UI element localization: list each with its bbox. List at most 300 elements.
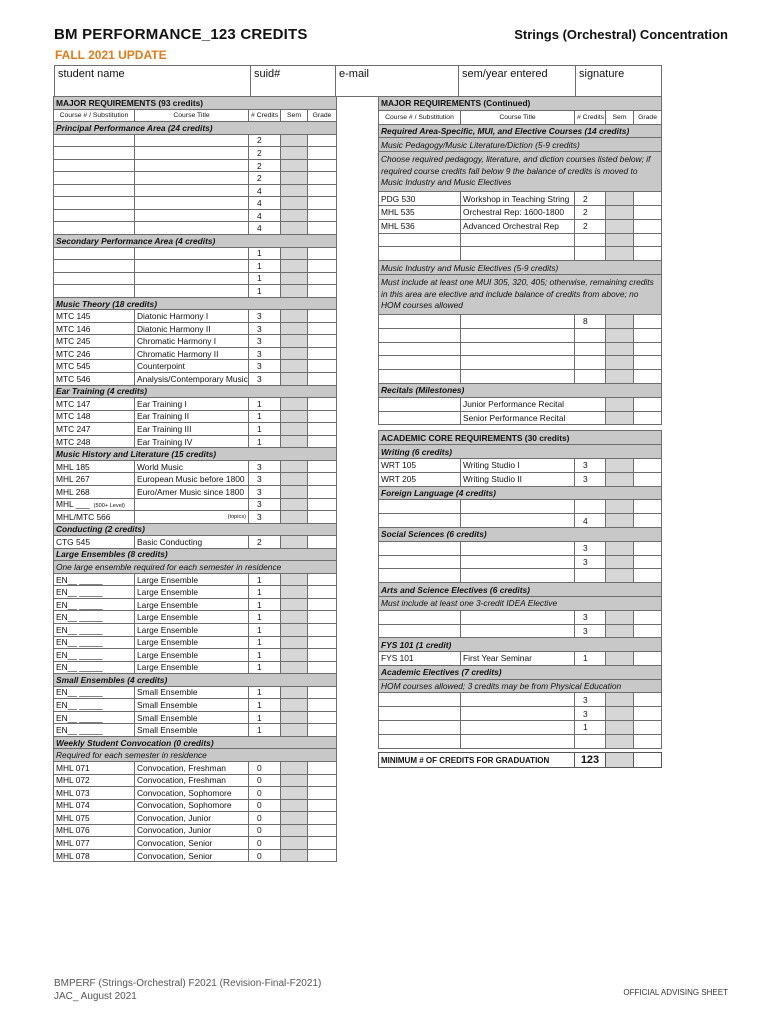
sem-cell[interactable] bbox=[606, 328, 634, 342]
sem-cell[interactable] bbox=[606, 458, 634, 472]
sem-cell[interactable] bbox=[606, 500, 634, 514]
grade-cell[interactable] bbox=[308, 611, 337, 624]
course-title: Analysis/Contemporary Music bbox=[135, 373, 249, 386]
course-title: Large Ensemble bbox=[135, 649, 249, 662]
credits-value: 1 bbox=[249, 586, 281, 599]
grade-cell[interactable] bbox=[308, 473, 337, 486]
grade-cell[interactable] bbox=[308, 837, 337, 850]
history-row bbox=[54, 460, 337, 473]
sem-cell[interactable] bbox=[606, 569, 634, 583]
sem-cell[interactable] bbox=[281, 335, 308, 348]
course-title[interactable] bbox=[135, 511, 249, 524]
grade-cell[interactable] bbox=[634, 569, 662, 583]
course-title: First Year Seminar bbox=[461, 652, 575, 666]
col-credits-header: # Credits bbox=[249, 109, 281, 122]
sem-cell[interactable] bbox=[281, 373, 308, 386]
fys-label-row bbox=[379, 638, 662, 652]
grade-cell[interactable] bbox=[308, 423, 337, 436]
sem-cell[interactable] bbox=[281, 398, 308, 411]
course-title[interactable] bbox=[135, 260, 249, 273]
academic-core-header: ACADEMIC CORE REQUIREMENTS (30 credits) bbox=[379, 431, 662, 445]
student-name-field[interactable]: student name bbox=[55, 66, 251, 97]
sem-cell[interactable] bbox=[606, 356, 634, 370]
course-number[interactable] bbox=[379, 707, 461, 721]
small-ensemble-row bbox=[54, 699, 337, 712]
sem-cell[interactable] bbox=[281, 774, 308, 787]
course-title[interactable] bbox=[461, 541, 575, 555]
sem-cell[interactable] bbox=[606, 472, 634, 486]
sem-cell[interactable] bbox=[281, 636, 308, 649]
sem-cell[interactable] bbox=[281, 197, 308, 210]
course-title[interactable] bbox=[135, 285, 249, 298]
sem-cell[interactable] bbox=[281, 360, 308, 373]
sem-cell[interactable] bbox=[281, 184, 308, 197]
grade-cell[interactable] bbox=[308, 272, 337, 285]
large-ensembles-label: Large Ensembles (8 credits) bbox=[54, 548, 337, 561]
sem-year-field[interactable]: sem/year entered bbox=[459, 66, 576, 97]
sem-cell[interactable] bbox=[281, 473, 308, 486]
history-row bbox=[54, 485, 337, 498]
credits-value: 0 bbox=[249, 849, 281, 862]
grade-cell[interactable] bbox=[634, 192, 662, 206]
grade-cell[interactable] bbox=[308, 711, 337, 724]
sem-cell[interactable] bbox=[281, 272, 308, 285]
grade-cell[interactable] bbox=[308, 498, 337, 511]
sem-cell[interactable] bbox=[606, 721, 634, 735]
principal-label-row bbox=[54, 122, 337, 135]
large-ensemble-row bbox=[54, 598, 337, 611]
course-title: Convocation, Junior bbox=[135, 812, 249, 825]
grade-cell[interactable] bbox=[634, 370, 662, 384]
course-title[interactable] bbox=[135, 159, 249, 172]
sem-cell[interactable] bbox=[281, 285, 308, 298]
sem-cell[interactable] bbox=[606, 370, 634, 384]
grade-cell[interactable] bbox=[634, 411, 662, 425]
sem-cell[interactable] bbox=[281, 649, 308, 662]
course-number[interactable] bbox=[379, 721, 461, 735]
grade-cell[interactable] bbox=[308, 184, 337, 197]
course-title[interactable] bbox=[461, 370, 575, 384]
course-title[interactable] bbox=[135, 247, 249, 260]
grade-cell[interactable] bbox=[308, 222, 337, 235]
course-title[interactable] bbox=[135, 209, 249, 222]
course-title[interactable] bbox=[461, 247, 575, 261]
sem-cell[interactable] bbox=[281, 686, 308, 699]
convocation-row bbox=[54, 787, 337, 800]
course-title[interactable] bbox=[461, 342, 575, 356]
sem-cell[interactable] bbox=[606, 610, 634, 624]
course-number[interactable] bbox=[379, 233, 461, 247]
credits-value: 1 bbox=[249, 435, 281, 448]
grade-cell[interactable] bbox=[634, 314, 662, 328]
theory-row bbox=[54, 373, 337, 386]
course-number[interactable] bbox=[54, 172, 135, 185]
sem-cell[interactable] bbox=[281, 322, 308, 335]
course-number[interactable] bbox=[379, 541, 461, 555]
course-title: Diatonic Harmony I bbox=[135, 310, 249, 323]
grade-cell[interactable] bbox=[634, 500, 662, 514]
course-number[interactable] bbox=[379, 328, 461, 342]
credits-value: 1 bbox=[249, 611, 281, 624]
grade-cell[interactable] bbox=[308, 649, 337, 662]
pedagogy-label: Music Pedagogy/Music Literature/Diction (5-9 credits) bbox=[379, 138, 662, 152]
sem-cell[interactable] bbox=[606, 514, 634, 528]
grade-cell[interactable] bbox=[308, 799, 337, 812]
credits-value: 1 bbox=[249, 649, 281, 662]
grade-cell[interactable] bbox=[308, 398, 337, 411]
theory-row bbox=[54, 310, 337, 323]
course-title[interactable] bbox=[135, 222, 249, 235]
minimum-credits-label: MINIMUM # OF CREDITS FOR GRADUATION bbox=[379, 753, 575, 768]
credits-value: 4 bbox=[575, 514, 606, 528]
credits-value: 1 bbox=[249, 573, 281, 586]
academic-electives-label: Academic Electives (7 credits) bbox=[379, 665, 662, 679]
grade-cell[interactable] bbox=[634, 233, 662, 247]
grade-cell[interactable] bbox=[308, 511, 337, 524]
course-title[interactable] bbox=[461, 233, 575, 247]
sem-cell[interactable] bbox=[281, 623, 308, 636]
credits-value: 3 bbox=[249, 347, 281, 360]
sem-cell[interactable] bbox=[281, 511, 308, 524]
grade-cell[interactable] bbox=[634, 707, 662, 721]
grade-cell[interactable] bbox=[634, 652, 662, 666]
grade-cell[interactable] bbox=[308, 373, 337, 386]
sem-cell[interactable] bbox=[281, 247, 308, 260]
sem-cell[interactable] bbox=[606, 707, 634, 721]
sem-cell[interactable] bbox=[281, 824, 308, 837]
left-section-header-row bbox=[54, 97, 337, 110]
course-number[interactable] bbox=[54, 134, 135, 147]
course-number[interactable] bbox=[379, 500, 461, 514]
grade-cell[interactable] bbox=[308, 849, 337, 862]
course-number[interactable] bbox=[54, 147, 135, 160]
course-number: CTG 545 bbox=[54, 536, 135, 549]
grade-cell[interactable] bbox=[308, 410, 337, 423]
sem-cell[interactable] bbox=[281, 485, 308, 498]
theory-row bbox=[54, 360, 337, 373]
industry-label-row bbox=[379, 261, 662, 275]
sem-cell[interactable] bbox=[281, 460, 308, 473]
sem-cell[interactable] bbox=[281, 661, 308, 674]
credits-value: 3 bbox=[249, 473, 281, 486]
sem-cell[interactable] bbox=[281, 310, 308, 323]
course-number[interactable] bbox=[379, 356, 461, 370]
course-title[interactable] bbox=[461, 514, 575, 528]
grade-cell[interactable] bbox=[308, 435, 337, 448]
course-number[interactable] bbox=[379, 514, 461, 528]
grade-cell[interactable] bbox=[308, 573, 337, 586]
course-title: Small Ensemble bbox=[135, 699, 249, 712]
credits-value: 3 bbox=[575, 693, 606, 707]
course-number[interactable] bbox=[54, 247, 135, 260]
sem-cell[interactable] bbox=[606, 411, 634, 425]
sem-cell[interactable] bbox=[606, 205, 634, 219]
course-title[interactable] bbox=[461, 500, 575, 514]
grade-cell[interactable] bbox=[634, 734, 662, 748]
col-sem-header: Sem bbox=[606, 110, 634, 124]
course-number[interactable] bbox=[54, 260, 135, 273]
sem-cell[interactable] bbox=[281, 222, 308, 235]
course-number[interactable] bbox=[379, 314, 461, 328]
academic-electives-row bbox=[379, 693, 662, 707]
course-title[interactable] bbox=[135, 184, 249, 197]
grade-cell[interactable] bbox=[634, 541, 662, 555]
sem-cell[interactable] bbox=[281, 799, 308, 812]
sem-cell[interactable] bbox=[281, 761, 308, 774]
course-number[interactable] bbox=[54, 209, 135, 222]
pedagogy-label-row bbox=[379, 138, 662, 152]
sem-cell[interactable] bbox=[281, 435, 308, 448]
course-number[interactable] bbox=[54, 197, 135, 210]
course-title[interactable] bbox=[461, 356, 575, 370]
grade-cell[interactable] bbox=[308, 623, 337, 636]
course-number[interactable] bbox=[54, 272, 135, 285]
grade-cell[interactable] bbox=[308, 159, 337, 172]
grade-cell[interactable] bbox=[308, 536, 337, 549]
credits-value: 3 bbox=[575, 541, 606, 555]
grade-cell[interactable] bbox=[308, 147, 337, 160]
course-title[interactable] bbox=[461, 610, 575, 624]
recital-blank bbox=[379, 397, 461, 411]
course-title: Ear Training III bbox=[135, 423, 249, 436]
grade-cell[interactable] bbox=[634, 342, 662, 356]
course-title: World Music bbox=[135, 460, 249, 473]
sem-cell[interactable] bbox=[281, 586, 308, 599]
course-number[interactable] bbox=[379, 624, 461, 638]
course-title[interactable] bbox=[135, 172, 249, 185]
grade-cell[interactable] bbox=[308, 724, 337, 737]
grade-cell[interactable] bbox=[634, 624, 662, 638]
pedagogy-row bbox=[379, 192, 662, 206]
suid-field[interactable]: suid# bbox=[251, 66, 336, 97]
grade-cell[interactable] bbox=[308, 586, 337, 599]
sem-cell[interactable] bbox=[281, 724, 308, 737]
grade-cell[interactable] bbox=[308, 812, 337, 825]
sem-cell[interactable] bbox=[281, 209, 308, 222]
sem-cell[interactable] bbox=[606, 652, 634, 666]
course-number[interactable] bbox=[379, 370, 461, 384]
sem-cell[interactable] bbox=[281, 611, 308, 624]
grade-cell[interactable] bbox=[634, 219, 662, 233]
grade-cell[interactable] bbox=[308, 260, 337, 273]
grade-cell[interactable] bbox=[634, 397, 662, 411]
sem-cell[interactable] bbox=[281, 812, 308, 825]
area-specific-label: Required Area-Specific, MUI, and Elective Courses (14 credits) bbox=[379, 124, 662, 138]
course-number: MHL 267 bbox=[54, 473, 135, 486]
small-ensemble-row bbox=[54, 711, 337, 724]
course-number: MTC 247 bbox=[54, 423, 135, 436]
sem-cell[interactable] bbox=[281, 536, 308, 549]
grade-cell[interactable] bbox=[308, 824, 337, 837]
sem-cell[interactable] bbox=[281, 699, 308, 712]
sem-cell[interactable] bbox=[281, 134, 308, 147]
grade-cell[interactable] bbox=[308, 774, 337, 787]
sem-cell[interactable] bbox=[281, 172, 308, 185]
course-title[interactable] bbox=[461, 707, 575, 721]
grade-cell[interactable] bbox=[308, 636, 337, 649]
course-number[interactable] bbox=[54, 222, 135, 235]
course-title[interactable] bbox=[461, 721, 575, 735]
footer-revision bbox=[54, 977, 321, 1003]
grade-cell[interactable] bbox=[308, 761, 337, 774]
grade-cell[interactable] bbox=[308, 347, 337, 360]
course-title: Small Ensemble bbox=[135, 724, 249, 737]
grade-cell[interactable] bbox=[308, 686, 337, 699]
grade-cell[interactable] bbox=[634, 721, 662, 735]
secondary-row bbox=[54, 272, 337, 285]
sem-cell[interactable] bbox=[281, 260, 308, 273]
sem-cell[interactable] bbox=[606, 192, 634, 206]
credits-value: 1 bbox=[249, 686, 281, 699]
credits-value: 0 bbox=[249, 799, 281, 812]
grade-cell[interactable] bbox=[308, 787, 337, 800]
large-ensemble-row bbox=[54, 623, 337, 636]
grade-cell[interactable] bbox=[308, 460, 337, 473]
grade-cell[interactable] bbox=[308, 172, 337, 185]
academic-electives-note-row bbox=[379, 679, 662, 693]
credits-value: 0 bbox=[249, 837, 281, 850]
recital-title: Junior Performance Recital bbox=[461, 397, 606, 411]
grade-cell[interactable] bbox=[634, 458, 662, 472]
sem-cell[interactable] bbox=[281, 347, 308, 360]
grade-cell[interactable] bbox=[308, 134, 337, 147]
course-number[interactable] bbox=[379, 693, 461, 707]
sem-cell[interactable] bbox=[606, 624, 634, 638]
sem-cell[interactable] bbox=[606, 342, 634, 356]
sem-cell[interactable] bbox=[281, 711, 308, 724]
credits-value: 2 bbox=[575, 219, 606, 233]
update-label: FALL 2021 UPDATE bbox=[55, 48, 167, 62]
large-ensembles-label-row bbox=[54, 548, 337, 561]
credits-value: 1 bbox=[249, 636, 281, 649]
sem-cell[interactable] bbox=[281, 837, 308, 850]
foreign-language-label-row bbox=[379, 486, 662, 500]
grade-cell[interactable] bbox=[634, 247, 662, 261]
course-title[interactable] bbox=[461, 624, 575, 638]
course-title: Large Ensemble bbox=[135, 623, 249, 636]
course-number[interactable] bbox=[54, 159, 135, 172]
sem-cell[interactable] bbox=[281, 498, 308, 511]
grade-cell[interactable] bbox=[308, 247, 337, 260]
sem-cell[interactable] bbox=[606, 219, 634, 233]
course-title[interactable] bbox=[461, 569, 575, 583]
grade-cell[interactable] bbox=[308, 360, 337, 373]
sem-cell[interactable] bbox=[606, 555, 634, 569]
grade-cell[interactable] bbox=[308, 598, 337, 611]
credits-value: 4 bbox=[249, 197, 281, 210]
grade-cell[interactable] bbox=[308, 197, 337, 210]
sem-cell[interactable] bbox=[606, 233, 634, 247]
grade-cell[interactable] bbox=[308, 322, 337, 335]
sem-cell[interactable] bbox=[606, 247, 634, 261]
history-elective-row bbox=[54, 498, 337, 511]
right-section-header-row bbox=[379, 97, 662, 111]
sem-cell[interactable] bbox=[606, 734, 634, 748]
arts-sciences-note-row bbox=[379, 596, 662, 610]
grade-cell[interactable] bbox=[308, 285, 337, 298]
grade-cell[interactable] bbox=[308, 661, 337, 674]
conducting-label-row bbox=[54, 523, 337, 536]
grade-cell[interactable] bbox=[308, 485, 337, 498]
grade-cell[interactable] bbox=[634, 610, 662, 624]
grade-cell[interactable] bbox=[634, 328, 662, 342]
course-title[interactable] bbox=[135, 272, 249, 285]
sem-cell[interactable] bbox=[281, 849, 308, 862]
grade-cell[interactable] bbox=[634, 514, 662, 528]
course-number: EN__ _____ bbox=[54, 623, 135, 636]
conducting-label: Conducting (2 credits) bbox=[54, 523, 337, 536]
credits-value: 1 bbox=[249, 661, 281, 674]
course-number[interactable] bbox=[379, 569, 461, 583]
sem-cell[interactable] bbox=[281, 410, 308, 423]
academic-electives-row bbox=[379, 707, 662, 721]
course-title: European Music before 1800 bbox=[135, 473, 249, 486]
course-number[interactable] bbox=[379, 734, 461, 748]
col-sem-header: Sem bbox=[281, 109, 308, 122]
recital-row bbox=[379, 411, 662, 425]
sem-cell[interactable] bbox=[281, 787, 308, 800]
course-number[interactable] bbox=[379, 555, 461, 569]
grade-cell[interactable] bbox=[634, 205, 662, 219]
course-title[interactable] bbox=[135, 147, 249, 160]
grade-cell[interactable] bbox=[308, 310, 337, 323]
course-number[interactable] bbox=[379, 342, 461, 356]
pedagogy-note: Choose required pedagogy, literature, and diction courses listed below; if required course credits fall below 9 the balance of credits is moved to Music Industry and Music Electives bbox=[379, 152, 662, 192]
grade-cell[interactable] bbox=[634, 693, 662, 707]
grade-cell[interactable] bbox=[634, 555, 662, 569]
sem-cell[interactable] bbox=[606, 541, 634, 555]
column-header-row bbox=[54, 109, 337, 122]
course-number: MHL 074 bbox=[54, 799, 135, 812]
secondary-row bbox=[54, 260, 337, 273]
course-number[interactable] bbox=[379, 610, 461, 624]
course-number: MHL ___ (500+ Level) bbox=[54, 498, 135, 511]
course-title[interactable] bbox=[461, 328, 575, 342]
convocation-row bbox=[54, 799, 337, 812]
email-field[interactable]: e-mail bbox=[336, 66, 459, 97]
course-number: MTC 148 bbox=[54, 410, 135, 423]
course-title[interactable] bbox=[461, 314, 575, 328]
credits-value: 1 bbox=[249, 724, 281, 737]
course-number: MHL 075 bbox=[54, 812, 135, 825]
grade-cell[interactable] bbox=[308, 209, 337, 222]
grade-cell[interactable] bbox=[308, 699, 337, 712]
course-title[interactable] bbox=[135, 134, 249, 147]
sem-cell[interactable] bbox=[281, 423, 308, 436]
sem-cell[interactable] bbox=[606, 693, 634, 707]
sem-cell[interactable] bbox=[281, 147, 308, 160]
course-title[interactable] bbox=[461, 555, 575, 569]
sem-cell[interactable] bbox=[606, 397, 634, 411]
sem-cell[interactable] bbox=[281, 573, 308, 586]
grade-cell[interactable] bbox=[308, 335, 337, 348]
course-number[interactable] bbox=[379, 247, 461, 261]
sem-cell[interactable] bbox=[281, 159, 308, 172]
course-number: MHL 185 bbox=[54, 460, 135, 473]
course-title[interactable] bbox=[461, 693, 575, 707]
sem-cell[interactable] bbox=[281, 598, 308, 611]
grade-cell[interactable] bbox=[634, 356, 662, 370]
grade-cell[interactable] bbox=[634, 472, 662, 486]
course-number[interactable] bbox=[54, 184, 135, 197]
signature-field[interactable]: signature bbox=[576, 66, 662, 97]
course-number[interactable] bbox=[54, 285, 135, 298]
course-title[interactable] bbox=[135, 498, 249, 511]
sem-cell[interactable] bbox=[606, 314, 634, 328]
course-title[interactable] bbox=[135, 197, 249, 210]
credits-value: 8 bbox=[575, 314, 606, 328]
course-title[interactable] bbox=[461, 734, 575, 748]
